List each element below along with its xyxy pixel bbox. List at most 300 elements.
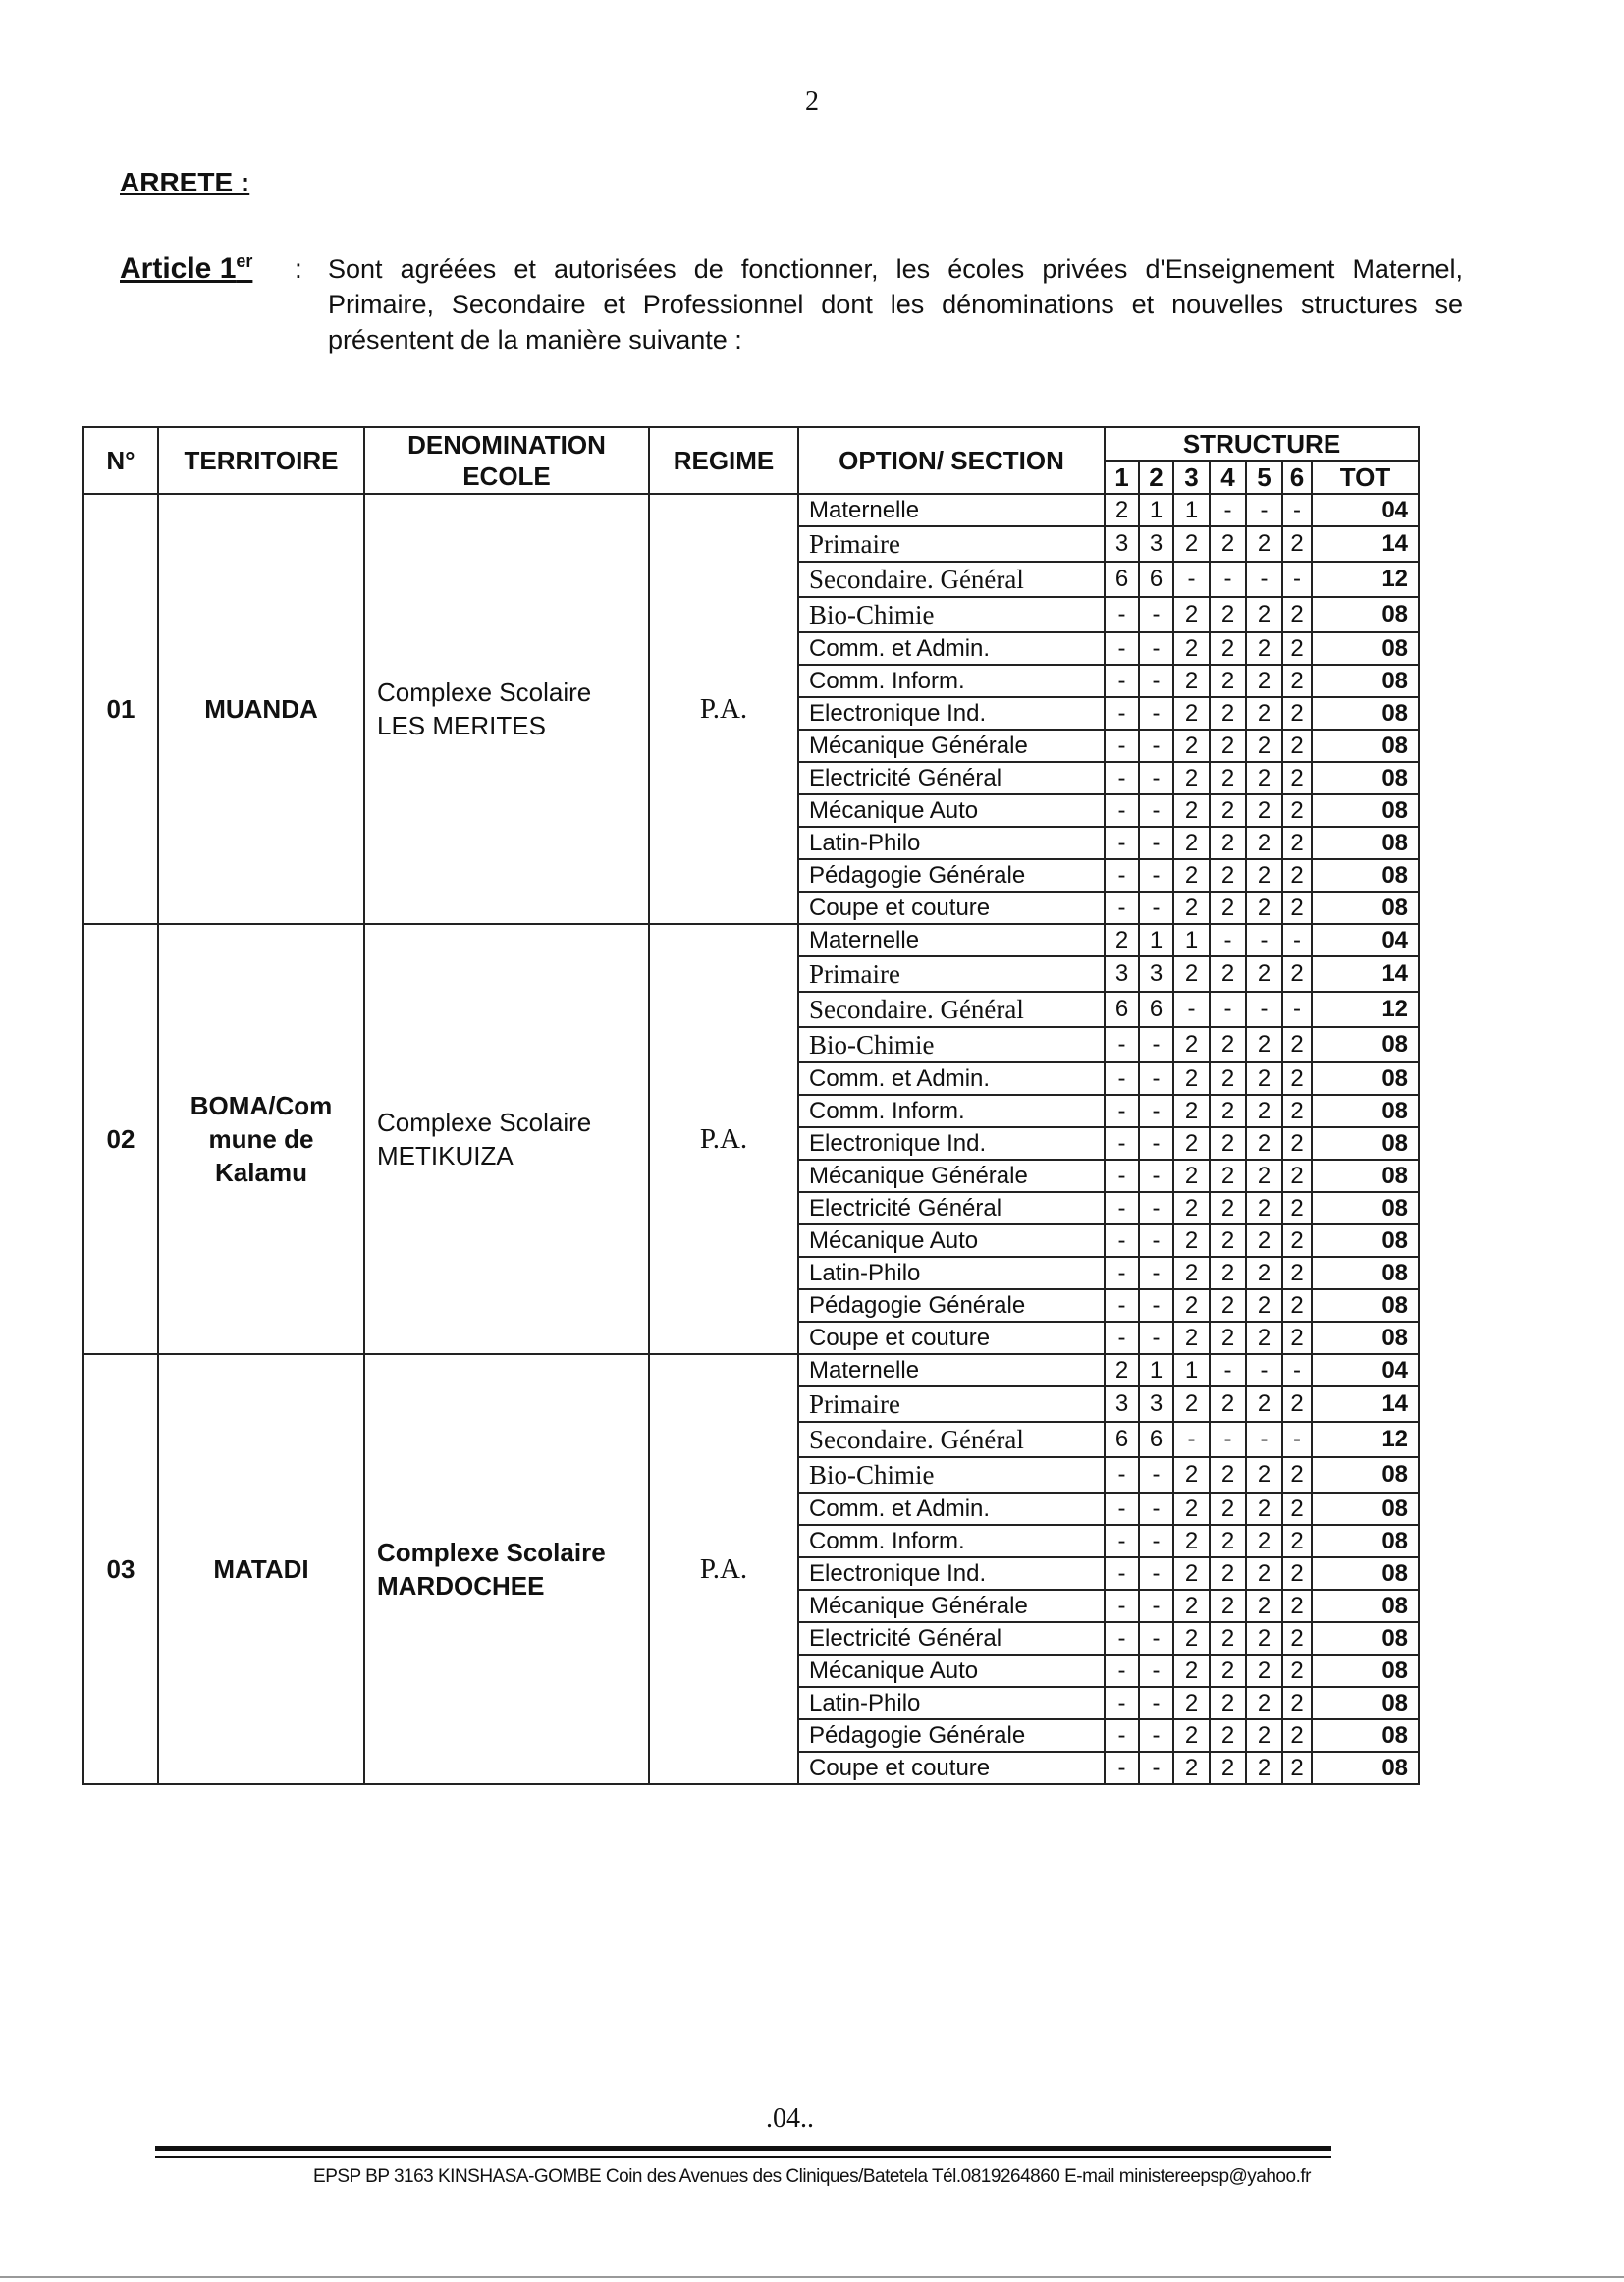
structure-cell-3: 2 — [1173, 697, 1210, 730]
header-territoire: TERRITOIRE — [158, 427, 364, 494]
structure-cell-1: 3 — [1105, 526, 1139, 562]
structure-cell-5: 2 — [1246, 665, 1282, 697]
structure-total-cell: 08 — [1312, 1160, 1419, 1192]
structure-cell-4: 2 — [1210, 892, 1246, 924]
structure-cell-4: 2 — [1210, 956, 1246, 992]
structure-cell-5: 2 — [1246, 632, 1282, 665]
structure-cell-5: 2 — [1246, 1655, 1282, 1687]
table-row — [83, 1354, 1419, 1386]
structure-cell-4: 2 — [1210, 1192, 1246, 1224]
option-cell: Latin-Philo — [798, 1687, 1105, 1719]
structure-cell-1: - — [1105, 1062, 1139, 1095]
structure-cell-1: - — [1105, 794, 1139, 827]
structure-cell-4: - — [1210, 924, 1246, 956]
structure-cell-4: - — [1210, 562, 1246, 597]
article-colon: : — [295, 253, 302, 284]
structure-cell-6: 2 — [1282, 1224, 1312, 1257]
structure-cell-4: 2 — [1210, 1590, 1246, 1622]
structure-cell-6: 2 — [1282, 1322, 1312, 1354]
structure-cell-2: - — [1139, 1192, 1173, 1224]
structure-cell-1: - — [1105, 697, 1139, 730]
structure-cell-2: - — [1139, 1127, 1173, 1160]
structure-cell-1: - — [1105, 1687, 1139, 1719]
header-col-4: 4 — [1210, 461, 1246, 494]
structure-total-cell: 08 — [1312, 1027, 1419, 1062]
structure-total-cell: 08 — [1312, 1192, 1419, 1224]
structure-cell-3: 2 — [1173, 1095, 1210, 1127]
header-col-6: 6 — [1282, 461, 1312, 494]
structure-cell-4: - — [1210, 992, 1246, 1027]
structure-cell-3: - — [1173, 562, 1210, 597]
article-label-sup: er — [236, 251, 253, 271]
structure-cell-5: 2 — [1246, 1095, 1282, 1127]
structure-cell-2: - — [1139, 697, 1173, 730]
structure-cell-5: 2 — [1246, 794, 1282, 827]
structure-cell-4: 2 — [1210, 1687, 1246, 1719]
school-number: 03 — [83, 1354, 158, 1784]
structure-cell-6: 2 — [1282, 794, 1312, 827]
structure-cell-2: - — [1139, 1095, 1173, 1127]
option-cell: Mécanique Auto — [798, 1655, 1105, 1687]
structure-cell-2: - — [1139, 794, 1173, 827]
structure-total-cell: 14 — [1312, 526, 1419, 562]
structure-cell-5: 2 — [1246, 956, 1282, 992]
structure-total-cell: 08 — [1312, 762, 1419, 794]
structure-cell-5: 2 — [1246, 827, 1282, 859]
structure-cell-4: 2 — [1210, 526, 1246, 562]
structure-cell-3: 2 — [1173, 597, 1210, 632]
structure-cell-3: 2 — [1173, 892, 1210, 924]
option-cell: Latin-Philo — [798, 827, 1105, 859]
structure-total-cell: 14 — [1312, 956, 1419, 992]
structure-cell-1: 6 — [1105, 992, 1139, 1027]
school-denomination-line2: METIKUIZA — [377, 1141, 514, 1170]
structure-cell-2: - — [1139, 1457, 1173, 1493]
school-denomination-line2: MARDOCHEE — [377, 1571, 545, 1601]
structure-total-cell: 08 — [1312, 1493, 1419, 1525]
school-number: 02 — [83, 924, 158, 1354]
structure-cell-3: 2 — [1173, 1127, 1210, 1160]
option-cell: Maternelle — [798, 494, 1105, 526]
structure-cell-3: 2 — [1173, 1687, 1210, 1719]
structure-cell-1: 3 — [1105, 1386, 1139, 1422]
structure-total-cell: 04 — [1312, 924, 1419, 956]
structure-cell-6: 2 — [1282, 1493, 1312, 1525]
structure-cell-3: 2 — [1173, 1655, 1210, 1687]
structure-cell-6: - — [1282, 562, 1312, 597]
structure-cell-2: 3 — [1139, 526, 1173, 562]
structure-total-cell: 08 — [1312, 1622, 1419, 1655]
structure-cell-1: - — [1105, 1655, 1139, 1687]
structure-cell-6: 2 — [1282, 1557, 1312, 1590]
school-territoire: MUANDA — [158, 494, 364, 924]
structure-total-cell: 14 — [1312, 1386, 1419, 1422]
structure-cell-6: - — [1282, 1422, 1312, 1457]
structure-cell-3: 2 — [1173, 1525, 1210, 1557]
structure-cell-4: 2 — [1210, 762, 1246, 794]
header-no: N° — [83, 427, 158, 494]
option-cell: Electricité Général — [798, 1622, 1105, 1655]
structure-total-cell: 04 — [1312, 1354, 1419, 1386]
structure-cell-5: 2 — [1246, 1127, 1282, 1160]
structure-cell-5: 2 — [1246, 1224, 1282, 1257]
footer-divider-thin — [155, 2156, 1331, 2158]
structure-cell-5: 2 — [1246, 597, 1282, 632]
structure-cell-5: 2 — [1246, 1719, 1282, 1752]
structure-cell-3: 2 — [1173, 762, 1210, 794]
structure-cell-3: 2 — [1173, 1192, 1210, 1224]
structure-cell-2: - — [1139, 597, 1173, 632]
structure-cell-5: 2 — [1246, 892, 1282, 924]
structure-cell-5: 2 — [1246, 1289, 1282, 1322]
header-denomination: DENOMINATION ECOLE — [364, 427, 649, 494]
structure-cell-4: 2 — [1210, 1224, 1246, 1257]
structure-cell-4: 2 — [1210, 1557, 1246, 1590]
school-regime: P.A. — [649, 1354, 798, 1784]
structure-cell-5: 2 — [1246, 697, 1282, 730]
option-cell: Mécanique Auto — [798, 794, 1105, 827]
option-cell: Primaire — [798, 1386, 1105, 1422]
option-cell: Mécanique Générale — [798, 1160, 1105, 1192]
structure-cell-3: 2 — [1173, 827, 1210, 859]
structure-cell-1: - — [1105, 859, 1139, 892]
structure-cell-5: 2 — [1246, 1752, 1282, 1784]
structure-cell-1: - — [1105, 1525, 1139, 1557]
structure-cell-1: 3 — [1105, 956, 1139, 992]
structure-cell-5: - — [1246, 924, 1282, 956]
structure-cell-1: - — [1105, 1752, 1139, 1784]
option-cell: Comm. et Admin. — [798, 1062, 1105, 1095]
structure-cell-1: - — [1105, 1127, 1139, 1160]
structure-cell-4: 2 — [1210, 1622, 1246, 1655]
structure-cell-2: 1 — [1139, 1354, 1173, 1386]
table-row — [83, 924, 1419, 956]
structure-cell-6: 2 — [1282, 697, 1312, 730]
structure-cell-4: - — [1210, 1354, 1246, 1386]
structure-total-cell: 08 — [1312, 1655, 1419, 1687]
option-cell: Mécanique Auto — [798, 1224, 1105, 1257]
school-regime: P.A. — [649, 924, 798, 1354]
structure-cell-3: - — [1173, 992, 1210, 1027]
structure-cell-2: 6 — [1139, 1422, 1173, 1457]
structure-cell-6: 2 — [1282, 1192, 1312, 1224]
structure-cell-5: 2 — [1246, 1192, 1282, 1224]
table-row — [83, 494, 1419, 526]
structure-cell-2: - — [1139, 1590, 1173, 1622]
structure-cell-2: - — [1139, 665, 1173, 697]
structure-cell-6: 2 — [1282, 1127, 1312, 1160]
school-number: 01 — [83, 494, 158, 924]
structure-cell-3: 1 — [1173, 924, 1210, 956]
structure-cell-1: - — [1105, 827, 1139, 859]
structure-total-cell: 08 — [1312, 827, 1419, 859]
structure-cell-2: - — [1139, 1224, 1173, 1257]
school-denomination — [364, 1354, 649, 1784]
structure-cell-1: - — [1105, 1257, 1139, 1289]
structure-cell-1: 6 — [1105, 1422, 1139, 1457]
structure-cell-2: - — [1139, 762, 1173, 794]
structure-total-cell: 08 — [1312, 859, 1419, 892]
structure-cell-4: 2 — [1210, 827, 1246, 859]
structure-cell-5: 2 — [1246, 859, 1282, 892]
structure-cell-3: 2 — [1173, 1622, 1210, 1655]
structure-cell-1: - — [1105, 1322, 1139, 1354]
structure-cell-5: - — [1246, 1422, 1282, 1457]
structure-total-cell: 08 — [1312, 1752, 1419, 1784]
structure-cell-5: 2 — [1246, 730, 1282, 762]
option-cell: Comm. Inform. — [798, 665, 1105, 697]
option-cell: Secondaire. Général — [798, 992, 1105, 1027]
school-territoire: MATADI — [158, 1354, 364, 1784]
option-cell: Latin-Philo — [798, 1257, 1105, 1289]
structure-cell-2: - — [1139, 1719, 1173, 1752]
structure-cell-4: 2 — [1210, 859, 1246, 892]
structure-cell-6: 2 — [1282, 1160, 1312, 1192]
structure-cell-3: 2 — [1173, 1493, 1210, 1525]
school-denomination — [364, 494, 649, 924]
option-cell: Electronique Ind. — [798, 1557, 1105, 1590]
structure-cell-6: 2 — [1282, 1457, 1312, 1493]
structure-total-cell: 08 — [1312, 892, 1419, 924]
structure-cell-5: 2 — [1246, 1322, 1282, 1354]
structure-cell-1: - — [1105, 665, 1139, 697]
structure-cell-2: - — [1139, 859, 1173, 892]
structure-cell-2: 6 — [1139, 562, 1173, 597]
structure-cell-2: - — [1139, 1622, 1173, 1655]
structure-cell-4: 2 — [1210, 1752, 1246, 1784]
structure-cell-6: 2 — [1282, 762, 1312, 794]
structure-cell-5: 2 — [1246, 1622, 1282, 1655]
structure-cell-3: 2 — [1173, 1289, 1210, 1322]
header-option: OPTION/ SECTION — [798, 427, 1105, 494]
structure-total-cell: 08 — [1312, 794, 1419, 827]
table-body — [83, 494, 1419, 1784]
structure-cell-1: 2 — [1105, 924, 1139, 956]
structure-cell-5: 2 — [1246, 1525, 1282, 1557]
structure-cell-4: 2 — [1210, 1062, 1246, 1095]
structure-cell-2: - — [1139, 1752, 1173, 1784]
school-denomination — [364, 924, 649, 1354]
footer-page-mark: .04.. — [766, 2103, 814, 2134]
structure-cell-6: 2 — [1282, 892, 1312, 924]
structure-cell-2: - — [1139, 1257, 1173, 1289]
structure-cell-4: 2 — [1210, 1386, 1246, 1422]
structure-cell-6: 2 — [1282, 597, 1312, 632]
option-cell: Mécanique Générale — [798, 1590, 1105, 1622]
structure-cell-3: 2 — [1173, 730, 1210, 762]
structure-cell-4: 2 — [1210, 597, 1246, 632]
article-label-main: Article 1 — [120, 252, 237, 285]
structure-cell-5: 2 — [1246, 762, 1282, 794]
structure-total-cell: 08 — [1312, 697, 1419, 730]
option-cell: Coupe et couture — [798, 1752, 1105, 1784]
structure-cell-1: - — [1105, 1027, 1139, 1062]
structure-cell-3: 1 — [1173, 494, 1210, 526]
header-col-tot: TOT — [1312, 461, 1419, 494]
school-denomination-line1: Complexe Scolaire — [377, 1108, 592, 1137]
structure-cell-3: 2 — [1173, 632, 1210, 665]
option-cell: Pédagogie Générale — [798, 1719, 1105, 1752]
structure-cell-5: - — [1246, 992, 1282, 1027]
structure-cell-6: 2 — [1282, 526, 1312, 562]
structure-cell-5: - — [1246, 1354, 1282, 1386]
structure-cell-4: 2 — [1210, 794, 1246, 827]
option-cell: Electricité Général — [798, 762, 1105, 794]
structure-cell-3: 2 — [1173, 794, 1210, 827]
header-col-3: 3 — [1173, 461, 1210, 494]
structure-cell-4: 2 — [1210, 665, 1246, 697]
structure-cell-2: - — [1139, 827, 1173, 859]
structure-cell-3: 2 — [1173, 1160, 1210, 1192]
option-cell: Secondaire. Général — [798, 562, 1105, 597]
structure-cell-1: 6 — [1105, 562, 1139, 597]
option-cell: Maternelle — [798, 1354, 1105, 1386]
option-cell: Pédagogie Générale — [798, 859, 1105, 892]
structure-cell-4: 2 — [1210, 1719, 1246, 1752]
structure-cell-3: 2 — [1173, 665, 1210, 697]
structure-total-cell: 08 — [1312, 730, 1419, 762]
structure-cell-6: 2 — [1282, 1386, 1312, 1422]
option-cell: Comm. Inform. — [798, 1095, 1105, 1127]
structure-cell-3: 2 — [1173, 1457, 1210, 1493]
structure-cell-2: - — [1139, 1687, 1173, 1719]
structure-cell-4: 2 — [1210, 1257, 1246, 1289]
structure-cell-5: 2 — [1246, 1590, 1282, 1622]
article-text: Sont agréées et autorisées de fonctionner, les écoles privées d'Enseignement Maternel, Primaire, Secondaire et Professionnel dont les dénominations et nouvelles structures se présentent de la manière suivante : — [328, 254, 1463, 354]
option-cell: Pédagogie Générale — [798, 1289, 1105, 1322]
structure-cell-2: 1 — [1139, 924, 1173, 956]
structure-cell-4: - — [1210, 494, 1246, 526]
structure-cell-5: - — [1246, 562, 1282, 597]
table-header — [83, 427, 1419, 494]
structure-cell-1: - — [1105, 1622, 1139, 1655]
structure-cell-6: - — [1282, 494, 1312, 526]
structure-cell-2: 3 — [1139, 1386, 1173, 1422]
option-cell: Primaire — [798, 526, 1105, 562]
structure-total-cell: 08 — [1312, 597, 1419, 632]
school-denomination-line2: LES MERITES — [377, 711, 546, 740]
header-structure: STRUCTURE — [1105, 427, 1419, 461]
structure-cell-1: - — [1105, 1719, 1139, 1752]
structure-cell-5: 2 — [1246, 1160, 1282, 1192]
option-cell: Electricité Général — [798, 1192, 1105, 1224]
structure-cell-2: 3 — [1139, 956, 1173, 992]
structure-cell-3: 2 — [1173, 1257, 1210, 1289]
structure-cell-5: 2 — [1246, 1062, 1282, 1095]
structure-cell-1: - — [1105, 730, 1139, 762]
structure-cell-6: 2 — [1282, 1525, 1312, 1557]
structure-cell-3: 2 — [1173, 1322, 1210, 1354]
school-denomination-line1: Complexe Scolaire — [377, 678, 592, 707]
structure-total-cell: 08 — [1312, 1289, 1419, 1322]
structure-cell-4: 2 — [1210, 1027, 1246, 1062]
structure-cell-2: - — [1139, 632, 1173, 665]
structure-cell-6: - — [1282, 992, 1312, 1027]
structure-cell-1: - — [1105, 1095, 1139, 1127]
structure-total-cell: 08 — [1312, 1525, 1419, 1557]
structure-cell-6: - — [1282, 924, 1312, 956]
structure-cell-4: 2 — [1210, 1322, 1246, 1354]
structure-cell-6: 2 — [1282, 1062, 1312, 1095]
arrete-heading: ARRETE : — [120, 167, 250, 197]
structure-cell-4: 2 — [1210, 1160, 1246, 1192]
structure-cell-5: 2 — [1246, 1493, 1282, 1525]
structure-cell-6: 2 — [1282, 1027, 1312, 1062]
structure-cell-3: 2 — [1173, 1557, 1210, 1590]
structure-total-cell: 08 — [1312, 1095, 1419, 1127]
structure-cell-2: - — [1139, 892, 1173, 924]
structure-cell-4: 2 — [1210, 632, 1246, 665]
school-denomination-line1: Complexe Scolaire — [377, 1538, 606, 1567]
structure-cell-1: - — [1105, 1457, 1139, 1493]
structure-cell-2: - — [1139, 1525, 1173, 1557]
structure-cell-3: - — [1173, 1422, 1210, 1457]
structure-total-cell: 08 — [1312, 1590, 1419, 1622]
structure-cell-1: - — [1105, 632, 1139, 665]
option-cell: Comm. Inform. — [798, 1525, 1105, 1557]
option-cell: Bio-Chimie — [798, 1027, 1105, 1062]
structure-cell-2: 1 — [1139, 494, 1173, 526]
option-cell: Electronique Ind. — [798, 697, 1105, 730]
structure-cell-5: 2 — [1246, 1687, 1282, 1719]
structure-total-cell: 08 — [1312, 632, 1419, 665]
structure-cell-3: 2 — [1173, 526, 1210, 562]
option-cell: Coupe et couture — [798, 892, 1105, 924]
structure-total-cell: 08 — [1312, 1322, 1419, 1354]
structure-total-cell: 08 — [1312, 1127, 1419, 1160]
structure-cell-2: - — [1139, 1289, 1173, 1322]
header-col-2: 2 — [1139, 461, 1173, 494]
structure-total-cell: 04 — [1312, 494, 1419, 526]
structure-cell-6: 2 — [1282, 730, 1312, 762]
structure-total-cell: 08 — [1312, 1224, 1419, 1257]
structure-total-cell: 08 — [1312, 1062, 1419, 1095]
structure-cell-1: 2 — [1105, 1354, 1139, 1386]
structure-cell-3: 2 — [1173, 1590, 1210, 1622]
structure-cell-6: 2 — [1282, 1590, 1312, 1622]
structure-cell-1: - — [1105, 1160, 1139, 1192]
structure-cell-4: 2 — [1210, 1457, 1246, 1493]
structure-cell-6: 2 — [1282, 1095, 1312, 1127]
structure-cell-3: 2 — [1173, 1386, 1210, 1422]
structure-cell-5: - — [1246, 494, 1282, 526]
structure-cell-6: 2 — [1282, 632, 1312, 665]
option-cell: Bio-Chimie — [798, 1457, 1105, 1493]
option-cell: Maternelle — [798, 924, 1105, 956]
structure-cell-6: 2 — [1282, 827, 1312, 859]
structure-cell-4: 2 — [1210, 1493, 1246, 1525]
structure-cell-4: - — [1210, 1422, 1246, 1457]
structure-cell-1: - — [1105, 1289, 1139, 1322]
structure-cell-6: - — [1282, 1354, 1312, 1386]
structure-cell-5: 2 — [1246, 1557, 1282, 1590]
header-col-1: 1 — [1105, 461, 1139, 494]
structure-cell-3: 2 — [1173, 1027, 1210, 1062]
structure-cell-6: 2 — [1282, 1289, 1312, 1322]
structure-cell-4: 2 — [1210, 1289, 1246, 1322]
structure-cell-5: 2 — [1246, 1257, 1282, 1289]
structure-cell-2: - — [1139, 1655, 1173, 1687]
structure-cell-4: 2 — [1210, 1655, 1246, 1687]
structure-cell-2: - — [1139, 1493, 1173, 1525]
structure-cell-1: - — [1105, 892, 1139, 924]
structure-cell-4: 2 — [1210, 1095, 1246, 1127]
structure-cell-6: 2 — [1282, 1257, 1312, 1289]
structure-cell-6: 2 — [1282, 859, 1312, 892]
structure-cell-6: 2 — [1282, 1655, 1312, 1687]
option-cell: Coupe et couture — [798, 1322, 1105, 1354]
structure-cell-6: 2 — [1282, 1622, 1312, 1655]
